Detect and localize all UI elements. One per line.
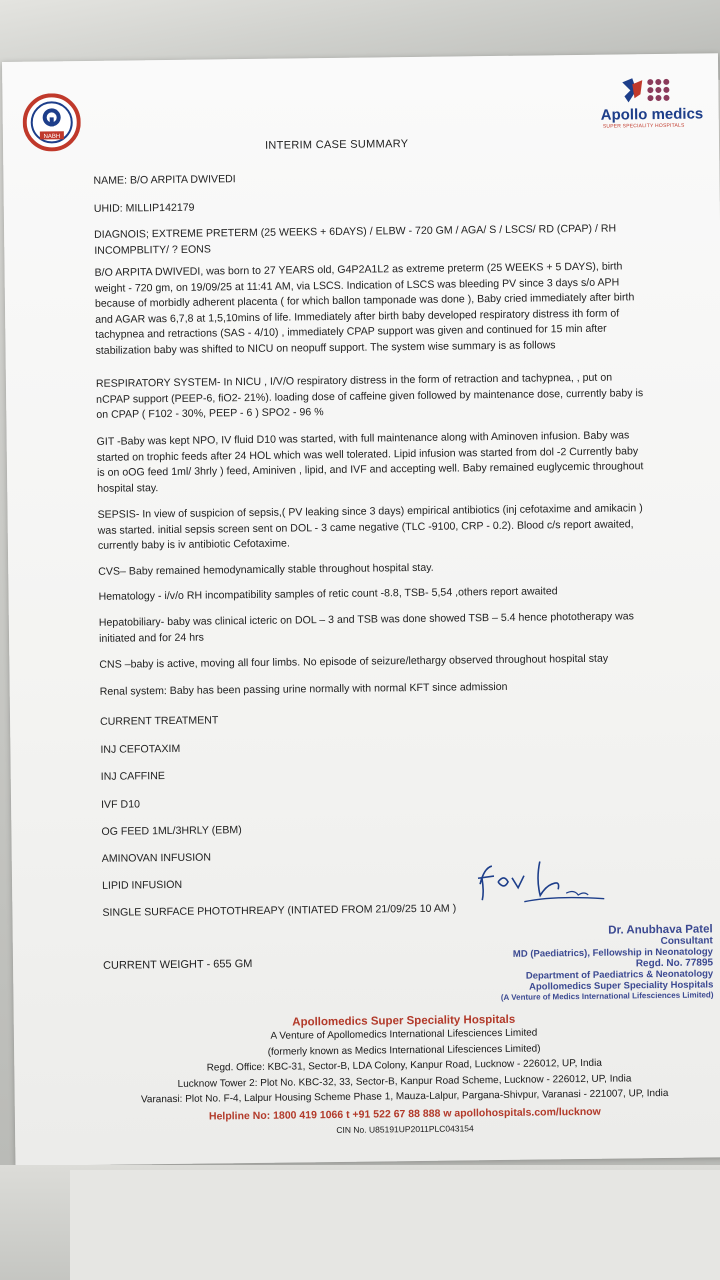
footer-varanasi: Varanasi: Plot No. F-4, Lalpur Housing Scheme Phase 1, Mauza-Lalpur, Pargana-Shivpur, Varanasi - 221007, UP, India xyxy=(140,1087,669,1106)
stamp-line: (A Venture of Medics International Lifesciences Limited) xyxy=(500,990,714,1002)
stamp-line: MD (Paediatrics), Fellowship in Neonatology xyxy=(512,946,713,960)
apollo-logo-tagline: SUPER SPECIALITY HOSPITALS xyxy=(602,122,685,130)
treatment-item: IVF D10 xyxy=(101,798,141,811)
nabh-logo-icon xyxy=(22,93,81,152)
footer-helpline: Helpline No: 1800 419 1066 t +91 522 67 88 888 w apollohospitals.com/lucknow xyxy=(208,1105,601,1123)
footer-regd-office: Regd. Office: KBC-31, Sector-B, LDA Colony, Kanpur Road, Lucknow - 226012, UP, India xyxy=(206,1057,602,1074)
handwritten-signature-icon xyxy=(474,855,615,909)
footer-cin: CIN No. U85191UP2011PLC043154 xyxy=(336,1122,474,1135)
apollo-logo-icon xyxy=(620,76,680,105)
history-paragraph: B/O ARPITA DWIVEDI, was born to 27 YEARS old, G4P2A1L2 as extreme preterm (25 WEEKS + 5 DAYS), birth weight - 720 gm, on 19/09/25 at 11:41 AM, via LSCS. Indication of LSCS was bleeding PV since 3 days s/o APH because of morbidly adherent placenta ( for which ballon tamponade was done ), Baby cried immediately after birth and AGAR was 6,7,8 at 1,5,10mins of life. Immediately after birth baby developed respiratory distress ith form of tachypnea and retractions (SAS - 4/10) , immediately CPAP support was given and continued for 15 min after stabilization baby was shifted to NICU on neopuff support. The system wise summary is as follows xyxy=(94,260,635,357)
footer-title: Apollomedics Super Speciality Hospitals xyxy=(292,1013,516,1029)
stamp-line: Dr. Anubhava Patel xyxy=(608,923,713,937)
document-page xyxy=(2,53,720,1166)
background-table xyxy=(0,1165,720,1280)
cns-section: CNS –baby is active, moving all four limbs. No episode of seizure/lethargy observed throughout hospital stay xyxy=(99,652,609,671)
sepsis-section: SEPSIS- In view of suspicion of sepsis,( PV leaking since 3 days) empirical antibiotics (inj cefotaxime and amikacin ) was started. initial sepsis screen sent on DOL - 3 came negative (TLC -9100, CRP - 0.2). Blood c/s report awaited, currently baby is iv antibiotic Cefotaxime. xyxy=(97,502,643,552)
respiratory-system: RESPIRATORY SYSTEM- In NICU , I/V/O respiratory distress in the form of retraction and tachypnea, , put on nCPAP support (PEEP-6, fiO2- 21%). loading dose of caffeine given followed by maintenance dose, currently baby is on CPAP ( F102 - 30%, PEEP - 6 ) SPO2 - 96 % xyxy=(95,371,644,421)
stamp-line: Regd. No. 77895 xyxy=(635,957,714,970)
footer-line: (formerly known as Medics International Lifesciences Limited) xyxy=(267,1042,541,1058)
apollo-logo xyxy=(600,75,711,132)
hepatobiliary-section: Hepatobiliary- baby was clinical icteric on DOL – 3 and TSB was done showed TSB – 5.4 hence phototherapy was initiated and for 24 hrs xyxy=(98,610,634,645)
patient-diagnosis: DIAGNOIS; EXTREME PRETERM (25 WEEKS + 6DAYS) / ELBW - 720 GM / AGA/ S / LSCS/ RD (CPAP) / RH INCOMPBLITY/ ? EONS xyxy=(94,222,617,257)
renal-section: Renal system: Baby has been passing urine normally with normal KFT since admission xyxy=(99,680,508,698)
patient-name: NAME: B/O ARPITA DWIVEDI xyxy=(93,173,236,187)
cvs-section: CVS– Baby remained hemodynamically stable throughout hospital stay. xyxy=(98,561,434,578)
stamp-line: Apollomedics Super Speciality Hospitals xyxy=(529,979,714,993)
footer xyxy=(94,1011,715,1137)
treatment-item: INJ CEFOTAXIM xyxy=(100,742,181,756)
patient-uhid: UHID: MILLIP142179 xyxy=(93,201,195,215)
nabh-logo-text: NABH xyxy=(43,133,61,140)
footer-line: A Venture of Apollomedics International Lifesciences Limited xyxy=(270,1027,538,1042)
treatment-item: OG FEED 1ML/3HRLY (EBM) xyxy=(101,824,242,838)
footer-lucknow-tower: Lucknow Tower 2: Plot No. KBC-32, 33, Sector-B, Kanpur Road Scheme, Lucknow - 226012, UP, India xyxy=(177,1072,632,1090)
treatment-item: INJ CAFFINE xyxy=(100,770,165,783)
stamp-line: Consultant xyxy=(660,935,713,948)
current-weight: CURRENT WEIGHT - 655 GM xyxy=(102,958,253,972)
apollo-logo-name: Apollo medics xyxy=(600,105,704,124)
page-title: INTERIM CASE SUMMARY xyxy=(264,138,409,152)
background-panel xyxy=(70,1170,720,1280)
treatment-item: LIPID INFUSION xyxy=(101,878,183,892)
treatment-item: AMINOVAN INFUSION xyxy=(101,851,212,865)
doctor-stamp xyxy=(453,923,714,1002)
treatment-heading: CURRENT TREATMENT xyxy=(99,714,219,728)
hematology-section: Hematology - i/v/o RH incompatibility samples of retic count -8.8, TSB- 5,54 ,others report awaited xyxy=(98,585,558,603)
treatment-item: SINGLE SURFACE PHOTOTHREAPY (INTIATED FROM 21/09/25 10 AM ) xyxy=(102,902,457,919)
git-system: GIT -Baby was kept NPO, IV fluid D10 was started, with full maintenance along with Aminoven infusion. Baby was started on trophic feeds after 24 HOL which was well tolerated. Lipid infusion was started from dol -2 Currently baby is on oOG feed 1ml/ 3hrly ) feed, Aminiven , lipid, and IVF and accepting well. Baby remained euglycemic throughout hospital stay. xyxy=(96,429,644,495)
stamp-line: Department of Paediatrics & Neonatology xyxy=(525,968,714,982)
